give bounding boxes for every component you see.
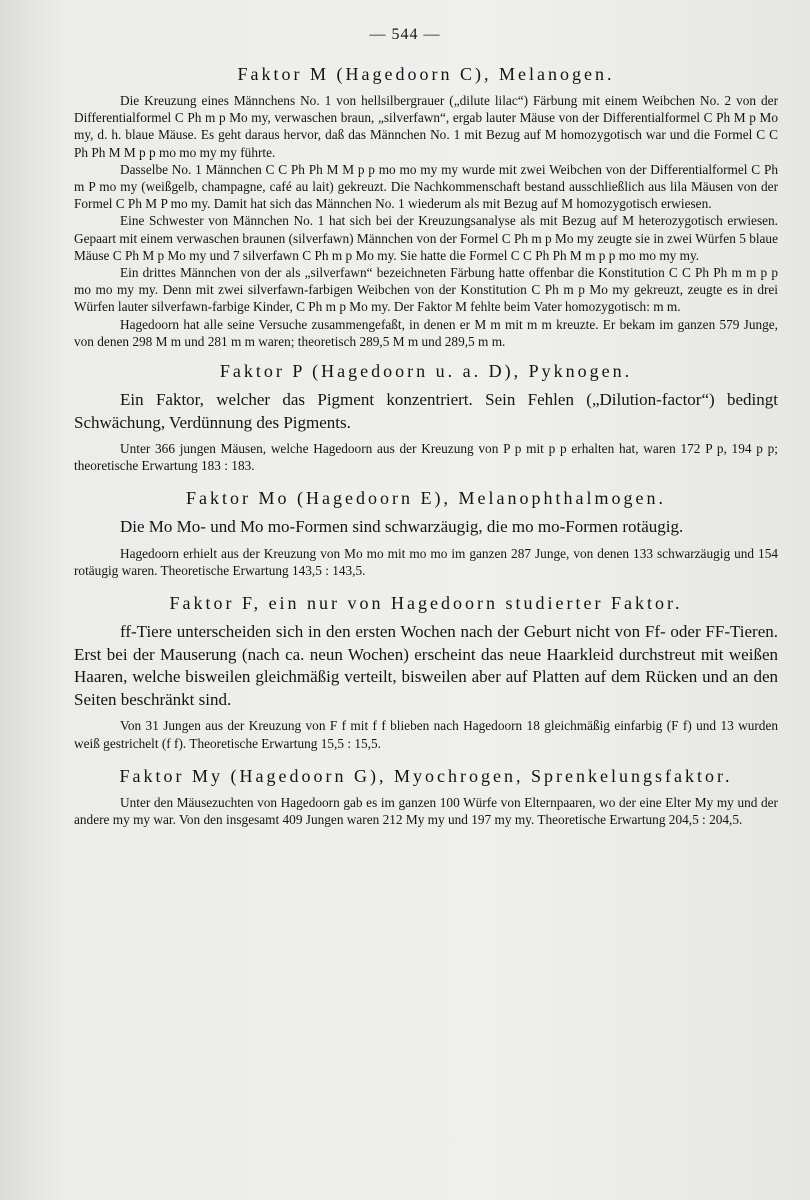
paragraph: Hagedoorn erhielt aus der Kreuzung von Mo mo mit mo mo im ganzen 287 Junge, von denen 133 schwarzäugig und 154 rotäugig waren. Theoretische Erwartung 143,5 : 143,5. <box>74 545 778 579</box>
paragraph: Eine Schwester von Männchen No. 1 hat sich bei der Kreuzungsanalyse als mit Bezug auf M heterozygotisch erwiesen. Gepaart mit einem verwaschen braunen (silverfawn) Männchen von der Formel C Ph m p Mo my zeugte sie in zwei Würfen 5 blaue Mäuse C Ph M p Mo my und 7 silverfawn C Ph m p Mo my. Sie hatte die Formel C C Ph Ph M m p p mo mo my my. <box>74 213 778 263</box>
section-heading-mo: Faktor Mo (Hagedoorn E), Melanophthalmogen. <box>186 488 666 509</box>
paragraph: Die Kreuzung eines Männchens No. 1 von hellsilbergrauer („dilute lilac“) Färbung mit einem Weibchen No. 2 von der Differentialformel C Ph m p Mo my, verwaschen braun, „silverfawn“, ergab lauter Mäuse von der Differentialformel C Ph M p Mo my, d. h. blaue Mäuse. Es geht daraus hervor, daß das Männchen No. 1 mit Bezug auf M homozygotisch war und die Formel C C Ph Ph M M p p mo mo my my führte. <box>74 93 778 160</box>
section-heading-f: Faktor F, ein nur von Hagedoorn studierter Faktor. <box>169 593 683 614</box>
paragraph: Hagedoorn hat alle seine Versuche zusammengefaßt, in denen er M m mit m m kreuzte. Er bekam im ganzen 579 Junge, von denen 298 M m und 281 m m waren; theoretisch 289,5 M m und 289,5 m m. <box>74 316 778 349</box>
page-content <box>74 62 778 828</box>
lead-paragraph: Die Mo Mo- und Mo mo-Formen sind schwarzäugig, die mo mo-Formen rotäugig. <box>120 517 684 537</box>
paragraph: Ein drittes Männchen von der als „silverfawn“ bezeichneten Färbung hatte offenbar die Konstitution C C Ph Ph m m p p mo mo my my. Denn mit zwei silverfawn-farbigen Weibchen von der Konstitution C Ph m p Mo my gekreuzt, zeugte es in drei Würfen lauter silverfawn-farbige Kinder, C Ph m p Mo my. Der Faktor M fehlte beim Vater homozygotisch: m m. <box>74 265 778 315</box>
paragraph: Von 31 Jungen aus der Kreuzung von F f mit f f blieben nach Hagedoorn 18 gleichmäßig einfarbig (F f) und 13 wurden weiß gestrichelt (f f). Theoretische Erwartung 15,5 : 15,5. <box>74 718 778 751</box>
paragraph: Unter 366 jungen Mäusen, welche Hagedoorn aus der Kreuzung von P p mit p p erhalten hat, waren 172 P p, 194 p p; theoretische Erwartung 183 : 183. <box>74 441 778 474</box>
section-heading-p: Faktor P (Hagedoorn u. a. D), Pyknogen. <box>219 361 633 382</box>
paragraph: Unter den Mäusezuchten von Hagedoorn gab es im ganzen 100 Würfe von Elternpaaren, wo der eine Elter My my und der andere my my war. Von den insgesamt 409 Jungen waren 212 My my und 197 my my. Theoretische Erwartung 204,5 : 204,5. <box>74 794 778 827</box>
page-number: — 544 — <box>369 26 441 43</box>
paragraph: Dasselbe No. 1 Männchen C C Ph Ph M M p p mo mo my my wurde mit zwei Weibchen von der Differentialformel C Ph m P mo my (weißgelb, champagne, café au lait) gekreuzt. Die Nachkommenschaft bestand ausschließlich aus lila Mäusen von der Formel C Ph M P mo my. Damit hat sich das Männchen No. 1 wiederum als mit Bezug auf M homozygotisch erwiesen. <box>74 161 778 212</box>
lead-paragraph: ff-Tiere unterscheiden sich in den ersten Wochen nach der Geburt nicht von Ff- oder FF-Tieren. Erst bei der Mauserung (nach ca. neun Wochen) erscheint das neue Haarkleid durchstreut mit weißen Haaren, welche bisweilen gleichmäßig verteilt, bisweilen aber auf Platten auf dem Rücken und an den Seiten beschränkt sind. <box>74 622 778 709</box>
section-heading-my: Faktor My (Hagedoorn G), Myochrogen, Sprenkelungsfaktor. <box>119 765 733 786</box>
section-heading-m: Faktor M (Hagedoorn C), Melanogen. <box>237 64 615 84</box>
lead-paragraph: Ein Faktor, welcher das Pigment konzentriert. Sein Fehlen („Dilution-factor“) bedingt Schwächung, Verdünnung des Pigments. <box>74 390 778 432</box>
